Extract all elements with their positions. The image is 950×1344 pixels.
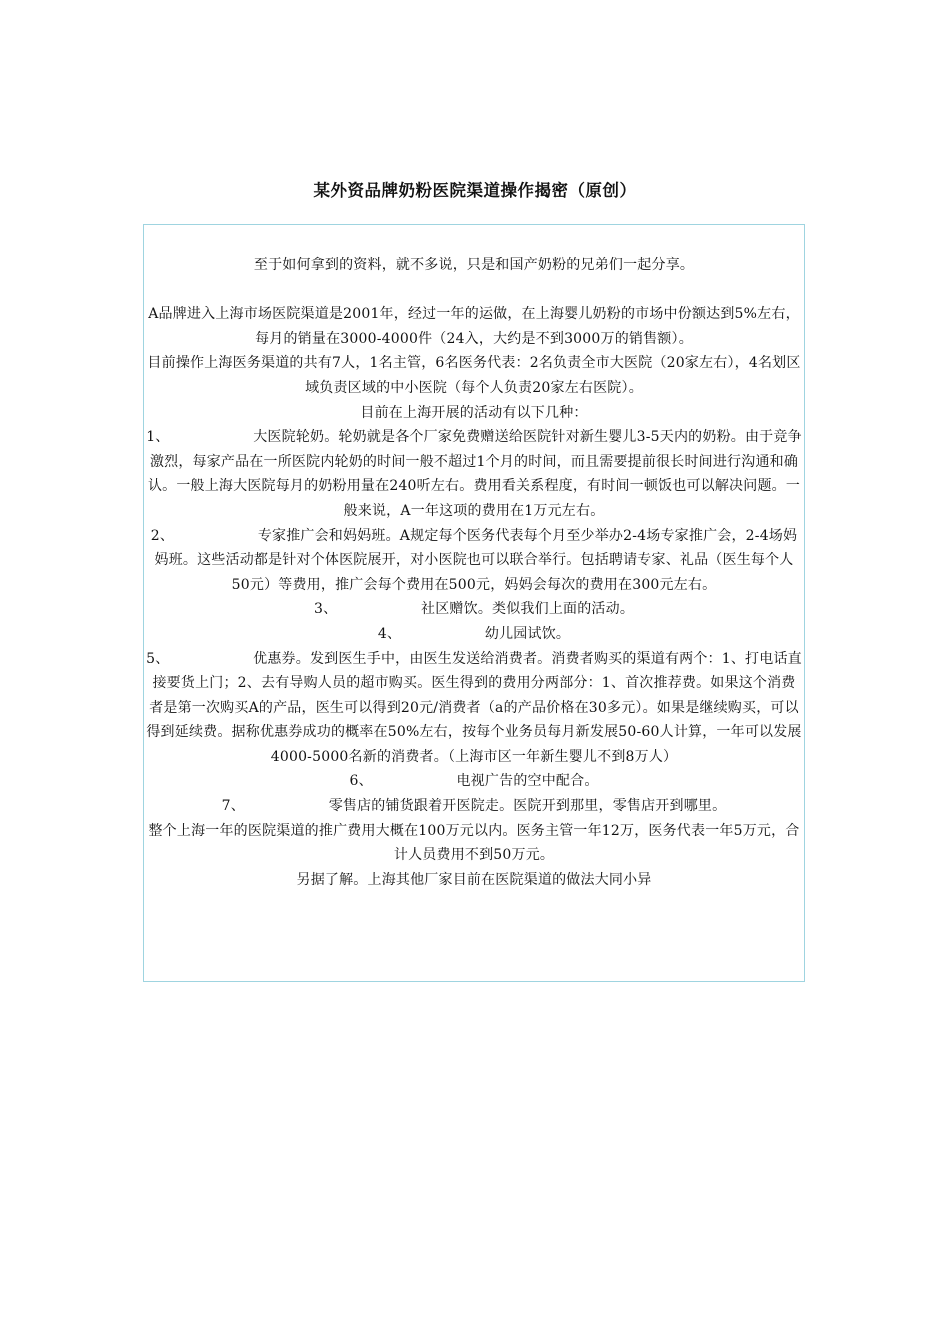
activity-number: 5、 (146, 650, 170, 667)
cost-summary-paragraph: 整个上海一年的医院渠道的推广费用大概在100万元以内。医务主管一年12万，医务代表一年5万元，合计人员费用不到50万元。 (148, 822, 800, 864)
intro-paragraph: 至于如何拿到的资料，就不多说，只是和国产奶粉的兄弟们一起分享。 (253, 257, 695, 273)
team-paragraph: 目前操作上海医务渠道的共有7人，1名主管，6名医务代表：2名负责全市大医院（20家左右），4名划区域负责区域的中小医院（每个人负责20家左右医院）。 (147, 355, 801, 396)
activity-number: 2、 (150, 527, 175, 544)
closing-paragraph: 另据了解。上海其他厂家目前在医院渠道的做法大同小异 (296, 871, 652, 888)
document-title: 某外资品牌奶粉医院渠道操作揭密（原创） (313, 181, 637, 200)
activity-text: 零售店的铺货跟着开医院走。医院开到那里，零售店开到哪里。 (328, 798, 727, 815)
activity-item-6 (146, 769, 802, 794)
activity-item-2 (146, 524, 802, 598)
activity-number: 4、 (377, 625, 402, 642)
activity-text: 幼儿园试饮。 (484, 625, 571, 642)
activity-text: 优惠券。发到医生手中，由医生发送给消费者。消费者购买的渠道有两个：1、打电话直接要货上门；2、去有导购人员的超市购买。医生得到的费用分两部分：1、首次推荐费。如果这个消费者是第一次购买A的产品，医生可以得到20元/消费者（a的产品价格在30多元）。如果是继续购买，可以得到延续费。据称优惠券成功的概率在50%左右，按每个业务员每月新发展50-60人计算，一年可以发展4000-5000名新的消费者。（上海市区一年新生婴儿不到8万人） (146, 650, 802, 765)
activities-heading: 目前在上海开展的活动有以下几种： (360, 404, 588, 421)
activity-number: 7、 (221, 798, 245, 815)
document-body (146, 253, 802, 892)
content-box (143, 224, 805, 982)
activity-text: 社区赠饮。类似我们上面的活动。 (421, 601, 635, 618)
activity-item-4 (146, 622, 802, 647)
market-entry-paragraph: A品牌进入上海市场医院渠道是2001年，经过一年的运做，在上海婴儿奶粉的市场中份额达到5%左右，每月的销量在3000-4000件（24入，大约是不到3000万的销售额）。 (148, 306, 800, 347)
activity-number: 3、 (313, 601, 338, 618)
activity-text: 大医院轮奶。轮奶就是各个厂家免费赠送给医院针对新生婴儿3-5天内的奶粉。由于竞争激烈，每家产品在一所医院内轮奶的时间一般不超过1个月的时间，而且需要提前很长时间进行沟通和确认。一般上海大医院每月的奶粉用量在240听左右。费用看关系程度，有时间一顿饭也可以解决问题。一般来说，A一年这项的费用在1万元左右。 (147, 429, 802, 519)
activity-item-1 (146, 425, 802, 523)
activity-text: 专家推广会和妈妈班。A规定每个医务代表每个月至少举办2-4场专家推广会，2-4场妈妈班。这些活动都是针对个体医院展开，对小医院也可以联合举行。包括聘请专家、礼品（医生每个人50元）等费用，推广会每个费用在500元，妈妈会每次的费用在300元左右。 (154, 527, 798, 593)
activity-text: 电视广告的空中配合。 (456, 773, 599, 790)
activity-item-3 (146, 597, 802, 622)
activity-number: 6、 (349, 773, 373, 790)
activity-item-7 (146, 794, 802, 819)
paragraph-gap (146, 278, 802, 303)
activity-number: 1、 (146, 429, 170, 446)
activity-item-5 (146, 647, 802, 770)
